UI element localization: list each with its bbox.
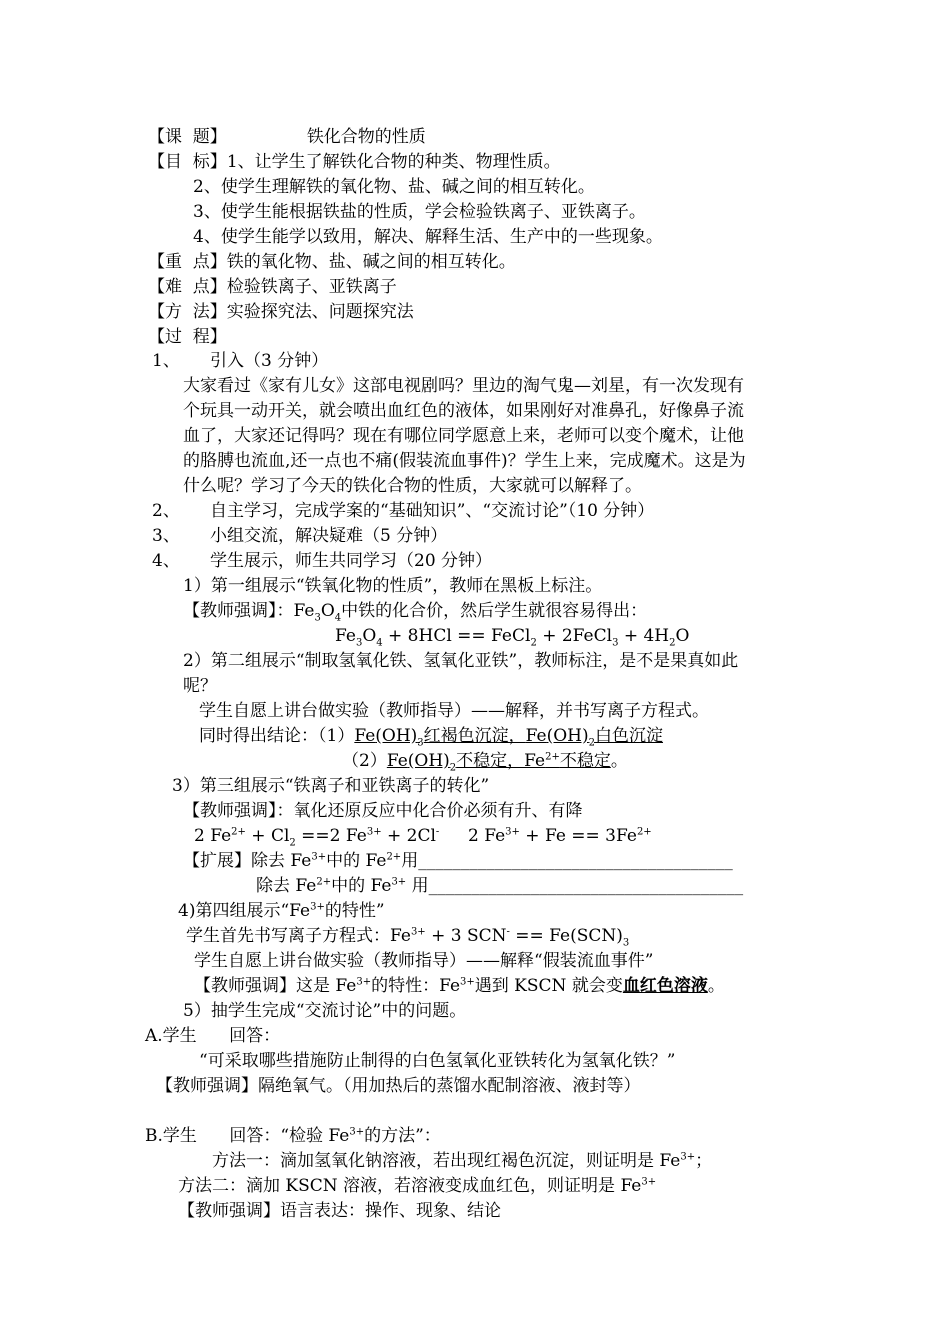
answer-blank: _____________________________________ <box>418 851 733 871</box>
qa-b-method-2: 方法二：滴加 KSCN 溶液，若溶液变成血红色，则证明是 $Fe^{3+}$ <box>178 1176 657 1196</box>
qa-b-method-1: 方法一：滴加氢氧化钠溶液，若出现红褐色沉淀，则证明是 $Fe^{3+}$； <box>212 1151 713 1171</box>
step-4-text: 学生展示，师生共同学习（20 分钟） <box>210 551 493 571</box>
goal-label: 【目 标】 <box>148 152 227 172</box>
group-3-title: 3）第三组展示“铁离子和亚铁离子的转化” <box>172 776 490 796</box>
qa-a-question: “可采取哪些措施防止制得的白色氢氧化亚铁转化为氢氧化铁？” <box>199 1051 676 1071</box>
group-4-emphasis: 【教师强调】这是 $Fe^{3+}$的特性：$Fe^{3+}$遇到 KSCN 就会变血红色溶液。 <box>194 976 725 996</box>
equation-fe2-cl2: 2 $Fe^{2+} + Cl_2 ==2$ $Fe^{3+} + 2Cl^-$ <box>194 826 440 849</box>
topic-label: 【课 题】 <box>148 127 227 147</box>
extension-line-2: 除去 $Fe^{2+}$中的 $Fe^{3+}$ 用_____________________________________ <box>256 876 744 896</box>
qa-a-label: A.学生 回答： <box>145 1026 281 1046</box>
goal-line-1 <box>148 152 561 172</box>
group-2-experiment: 学生自愿上讲台做实验（教师指导）——解释，并书写离子方程式。 <box>199 701 709 721</box>
difficulty-line: 【难 点】检验铁离子、亚铁离子 <box>148 277 397 297</box>
step-1-text: 引入（3 分钟） <box>210 351 329 371</box>
topic-line <box>148 127 426 147</box>
group-2-title-cont: 呢？ <box>183 676 217 696</box>
group-4-equation-line: 学生首先书写离子方程式：$Fe^{3+} + 3$ $SCN^- == Fe(SCN)_3$ <box>186 926 630 949</box>
group-2-title: 2）第二组展示“制取氢氧化铁、氢氧化亚铁”，教师标注，是不是果真如此 <box>183 651 739 671</box>
intro-paragraph-line: 的胳膊也流血,还一点也不痛(假装流血事件)？学生上来，完成魔术。这是为 <box>183 451 746 471</box>
answer-blank: _____________________________________ <box>428 876 744 896</box>
intro-paragraph-line: 个玩具一动开关，就会喷出血红色的液体，如果刚好对准鼻孔，好像鼻子流 <box>183 401 744 421</box>
goal-item: 1、让学生了解铁化合物的种类、物理性质。 <box>226 152 561 172</box>
equation-fe3-fe: 2 $Fe^{3+} + Fe == 3Fe^{2+}$ <box>468 826 652 846</box>
group-3-emphasis: 【教师强调】：氧化还原反应中化合价必须有升、有降 <box>183 801 583 821</box>
group-1-emphasis: 【教师强调】：$Fe_3O_4$中铁的化合价，然后学生就很容易得出： <box>183 601 648 624</box>
goal-item: 4、使学生能学以致用，解决、解释生活、生产中的一些现象。 <box>193 227 663 247</box>
step-number: 3、 <box>152 526 180 546</box>
goal-item: 2、使学生理解铁的氧化物、盐、碱之间的相互转化。 <box>193 177 595 197</box>
process-label: 【过 程】 <box>148 327 227 347</box>
step-2-text: 自主学习，完成学案的“基础知识”、“交流讨论”（10 分钟） <box>210 501 655 521</box>
step-number: 1、 <box>152 351 180 371</box>
qa-b-emphasis: 【教师强调】语言表达：操作、现象、结论 <box>178 1201 501 1221</box>
step-3-text: 小组交流，解决疑难（5 分钟） <box>210 526 448 546</box>
group-1-title: 1）第一组展示“铁氧化物的性质”，教师在黑板上标注。 <box>183 576 603 596</box>
intro-paragraph-line: 什么呢？学习了今天的铁化合物的性质，大家就可以解释了。 <box>183 476 642 496</box>
group-5-title: 5）抽学生完成“交流讨论”中的问题。 <box>183 1001 467 1021</box>
method-line: 【方 法】实验探究法、问题探究法 <box>148 302 414 322</box>
group-2-conclusion-2: $(2)Fe(OH)_2$不稳定，$Fe^{2+}$不稳定。 <box>342 751 628 774</box>
topic-title: 铁化合物的性质 <box>306 127 426 147</box>
group-4-experiment: 学生自愿上讲台做实验（教师指导）——解释“假装流血事件” <box>194 951 654 971</box>
key-point-line: 【重 点】铁的氧化物、盐、碱之间的相互转化。 <box>148 252 516 272</box>
highlight-blood-red: 血红色溶液 <box>622 976 708 996</box>
extension-line-1: 【扩展】除去 $Fe^{3+}$中的 $Fe^{2+}$用_____________________________________ <box>183 851 733 871</box>
group-4-title: 4)第四组展示“$Fe^{3+}$的特性” <box>178 901 385 921</box>
qa-a-emphasis: 【教师强调】隔绝氧气。（用加热后的蒸馏水配制溶液、液封等） <box>156 1076 641 1096</box>
intro-paragraph-line: 血了，大家还记得吗？现在有哪位同学愿意上来，老师可以变个魔术，让他 <box>183 426 744 446</box>
intro-paragraph-line: 大家看过《家有儿女》这部电视剧吗？里边的淘气鬼—刘星，有一次发现有 <box>183 376 744 396</box>
qa-b-label: B.学生 回答：“检验 $Fe^{3+}$的方法”： <box>145 1126 441 1146</box>
group-2-conclusion-1: 同时得出结论：$(1)Fe(OH)_3$红褐色沉淀，$Fe(OH)_2$白色沉淀 <box>199 726 664 749</box>
step-number: 4、 <box>152 551 180 571</box>
goal-item: 3、使学生能根据铁盐的性质，学会检验铁离子、亚铁离子。 <box>193 202 646 222</box>
equation-fe3o4-hcl: $Fe_3O_4 + 8HCl$ == FeCl$_2$ + 2FeCl$_3$ + $4H_2O$ <box>335 626 690 649</box>
step-number: 2、 <box>152 501 180 521</box>
